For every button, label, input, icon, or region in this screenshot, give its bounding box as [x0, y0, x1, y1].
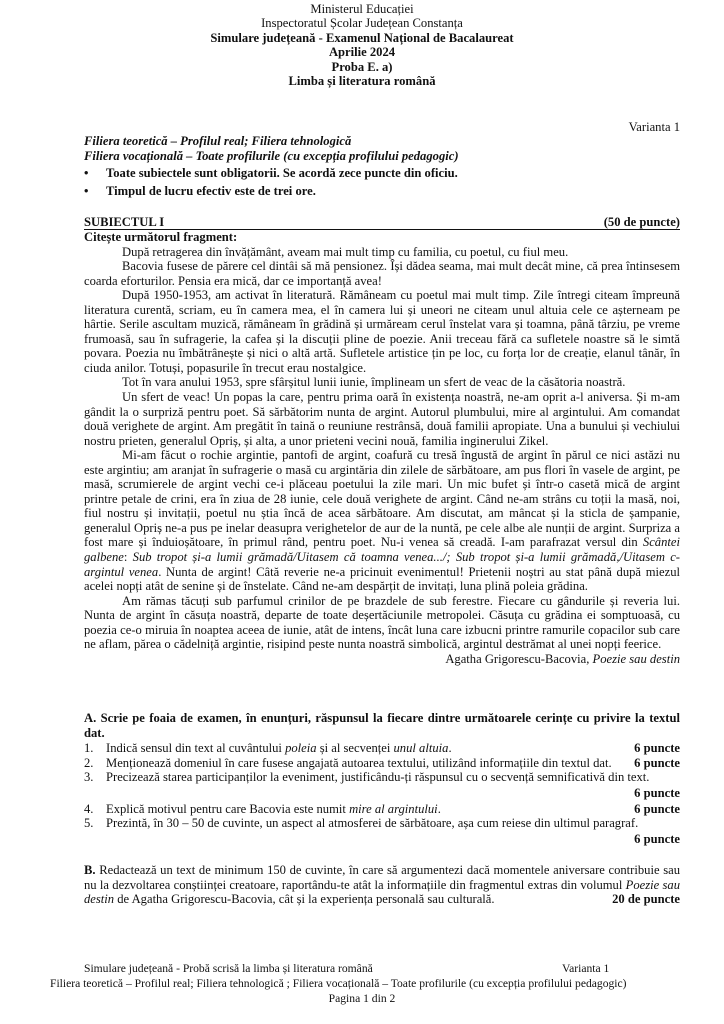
- subject-points: (50 de puncte): [603, 215, 680, 229]
- task-text: Menționează domeniul în care fusese angajată autoarea textului, utilizând informațiile din textul dat.: [106, 755, 612, 770]
- task-points: 6 puncte: [634, 755, 680, 770]
- task-points: 6 puncte: [634, 831, 680, 846]
- source: [84, 652, 680, 667]
- source-author: Agatha Grigorescu-Bacovia,: [445, 651, 593, 666]
- poem-verse: Sub tropot și-a lumii grămadă/Uitasem că toamna venea.../; Sub tropot și-a lumii grămadă,/Uitasem c-argintul venea: [84, 550, 680, 579]
- subject-heading: [84, 215, 680, 230]
- page-footer: [50, 961, 680, 1006]
- instructions: [84, 134, 680, 199]
- part-b: [84, 863, 680, 907]
- reading-instruction: Citește următorul fragment:: [84, 230, 238, 244]
- task-number: 5.: [84, 816, 94, 831]
- task-3: [84, 770, 680, 785]
- exam-date: Aprilie 2024: [328, 45, 396, 60]
- task-term: poleia: [285, 741, 317, 756]
- part-b-book: Poezie sau destin: [84, 877, 680, 907]
- footer-line-1: [84, 961, 680, 976]
- part-b-text: Redactează un text de minimum 150 de cuvinte, în care să argumentezi dacă momentele aniversare contribuie sau nu la dezvoltarea conștiinței creatoare, raportându-te atât la informațiile din fragmentul extras din volumul: [84, 863, 680, 892]
- exam-title: Simulare județeană - Examenul Național de Bacalaureat: [210, 30, 514, 45]
- paragraph-1: După retragerea din învățământ, aveam mai mult timp cu familia, cu poetul, cu fiul meu.: [122, 244, 569, 259]
- variant-label: Varianta 1: [628, 120, 680, 134]
- footer-variant: Varianta 1: [562, 962, 610, 975]
- filiera-line-1: Filiera teoretică – Profilul real; Filiera tehnologică: [84, 134, 352, 148]
- inspectorate: Inspectoratul Școlar Județean Constanța: [261, 16, 463, 31]
- task-number: 4.: [84, 801, 94, 816]
- task-2: [84, 756, 680, 771]
- subject-1: [84, 215, 680, 666]
- task-points: 6 puncte: [634, 741, 680, 756]
- paragraph-3: După 1950-1953, am activat în literatură. Rămâneam cu poetul mai mult timp. Zile întregi citeam împreună literatura curentă, scriam, eu în camera mea, el în camera lui și uneori ne citeam unul altuia cele ce așterneam pe hârtie. Serile ascultam muzică, rămâneam în grădină și urmăream cerul înstelat vara și toamna, până târziu, pe vreme frumoasă, sau în sufragerie, la cafea și la discuții pline de poezie. Anii treceau fără ca sufletele noastre să le simtă povara. Poezia nu îmbătrânește și nici o altă artă. Sufletele artistice țin pe loc, cu forța lor de creație, elanul tânăr, în ciuda anilor. Totuși, popasurile în trecut erau nostalgice.: [84, 288, 680, 375]
- part-b-label: B.: [84, 863, 96, 877]
- task-text: Precizează starea participanților la eveniment, justificându-ți răspunsul cu o secvență semnificativă din text.: [106, 770, 650, 785]
- part-a-heading: A. Scrie pe foaia de examen, în enunțuri, răspunsul la fiecare dintre următoarele cerințe cu privire la textul dat.: [84, 711, 680, 740]
- paragraph-5: Un sfert de veac! Un popas la care, pentru prima oară în existența noastră, ne-am oprit a-l aniversa. Și m-am gândit la o surpriză pentru poet. Să sărbătorim nunta de argint. Autorul plumbului, mire al argintului. Am comandat două verighete de argint. Am pregătit în taină o reuniune restrânsă, două familii apropiate. Una a bunului și vechiului nostru prieten, generalul Opriș, și alta, a unor prieteni vecini nouă, familia inginerului Zikel.: [84, 390, 680, 448]
- part-b-points: 20 de puncte: [612, 892, 680, 907]
- task-term: mire al argintului: [349, 801, 438, 816]
- part-a: [84, 711, 680, 848]
- task-number: 3.: [84, 770, 94, 785]
- poem-title: Scântei galbene: [84, 535, 680, 565]
- text-run: . Nunta de argint! Câtă reverie ne-a pricinuit evenimentul! Prietenii noștri au stat până după miezul acelei nopți atât de senine și de înstelate. Când ne-am despărțit de invitați, luna plină poleia grădina.: [84, 564, 680, 594]
- bullet-2: • Timpul de lucru efectiv este de trei ore.: [84, 184, 316, 198]
- subject-title: SUBIECTUL I: [84, 215, 165, 229]
- footer-line-2: Filiera teoretică – Profilul real; Filiera tehnologică ; Filiera vocațională – Toate profilurile (cu excepția profilului pedagogic): [50, 977, 627, 990]
- filiera-line-2: Filiera vocațională – Toate profilurile (cu excepția profilului pedagogic): [84, 149, 459, 163]
- paragraph-4: Tot în vara anului 1953, spre sfârșitul lunii iunie, împlineam un sfert de veac de la căsătoria noastră.: [122, 375, 626, 390]
- task-number: 1.: [84, 741, 94, 756]
- text-run: Mi-am făcut o rochie argintie, pantofi de argint, coafură cu tresă îngustă de argint în părul ce nici astăzi nu este argintiu; am aranjat în sufragerie o masă cu argintăria din zilele de sărbătoare, am pus flori în vasele de argint, pe masă, scrumierele de argint vechi ce-i plăceau poetului la zile mari. Un mic bufet și într-o casetă mică de argint printre petale de crini, era în ziua de 28 iunie, cele două verighete de argint. Când ne-am strâns cu toții la masă, noi, fiul nostru și invitații, poetul nu știa încă de acea sărbătoare. Am discutat, am mâncat și la sticla de șampanie, generalul Opriș ne-a pus pe inelar deasupra verighetelor de aur de la nuntă, pe cele albe ale nunții de argint. Surpriza a fost mare și înduioșătoare, în primul rând, pentru poet. Nu-i venea să creadă. I-am parafrazat versul din: [84, 448, 680, 550]
- task-text: Explică motivul pentru care Bacovia este numit: [106, 801, 350, 816]
- task-number: 2.: [84, 755, 94, 770]
- document-header: [0, 2, 724, 88]
- task-points: 6 puncte: [634, 801, 680, 816]
- task-5: [84, 816, 680, 831]
- bullet-text: Timpul de lucru efectiv este de trei ore.: [106, 184, 316, 198]
- paragraph-2: Bacovia fusese de părere cel dintâi să mă pensionez. Își dădea seama, mai mult decât mine, că prea întinsesem coarda eforturilor. Pensia era mică, dar ce importanță avea!: [84, 259, 680, 288]
- source-book: Poezie sau destin: [592, 651, 680, 666]
- paragraph-7: Am rămas tăcuți sub parfumul crinilor de pe brazdele de sub ferestre. Fiecare cu gândurile și reveria lui. Nunta de argint în căsuța noastră, departe de toate deșertăciunile metropolei. Căsuța cu grădina ei somptuoasă, cu poezia ce-o miruia în noaptea aceea de iunie, atât de intens, încât luna care izbucni printre ramurile copacilor sub care ne aflam, părea o cădelniță argintie, risipind peste nunta noastră simbolică, argintul destrămat al unei nopți feerice.: [84, 593, 680, 652]
- task-term: unul altuia: [393, 741, 449, 756]
- footer-title: Simulare județeană - Probă scrisă la limba și literatura română: [84, 962, 373, 975]
- text-run: :: [123, 550, 133, 565]
- task-4: [84, 802, 680, 817]
- task-text: .: [448, 741, 452, 756]
- ministry: Ministerul Educației: [310, 2, 414, 16]
- exam-test: Proba E. a): [331, 59, 393, 74]
- bullet-text: Toate subiectele sunt obligatorii. Se acordă zece puncte din oficiu.: [106, 166, 458, 180]
- task-1: [84, 741, 680, 756]
- part-b-text: de Agatha Grigorescu-Bacovia, cât și la experiența personală sau culturală.: [114, 892, 495, 907]
- exam-subject: Limba și literatura română: [288, 74, 436, 89]
- task-points: 6 puncte: [634, 785, 680, 800]
- task-text: Indică sensul din text al cuvântului: [106, 741, 286, 756]
- paragraph-6: [84, 448, 680, 593]
- page-number: Pagina 1 din 2: [328, 992, 396, 1005]
- bullet-1: • Toate subiectele sunt obligatorii. Se acordă zece puncte din oficiu.: [84, 166, 458, 180]
- task-text: și al secvenței: [316, 741, 394, 756]
- task-text: Prezintă, în 30 – 50 de cuvinte, un aspect al atmosferei de sărbătoare, așa cum reiese din ultimul paragraf.: [106, 816, 639, 831]
- task-text: .: [437, 801, 441, 816]
